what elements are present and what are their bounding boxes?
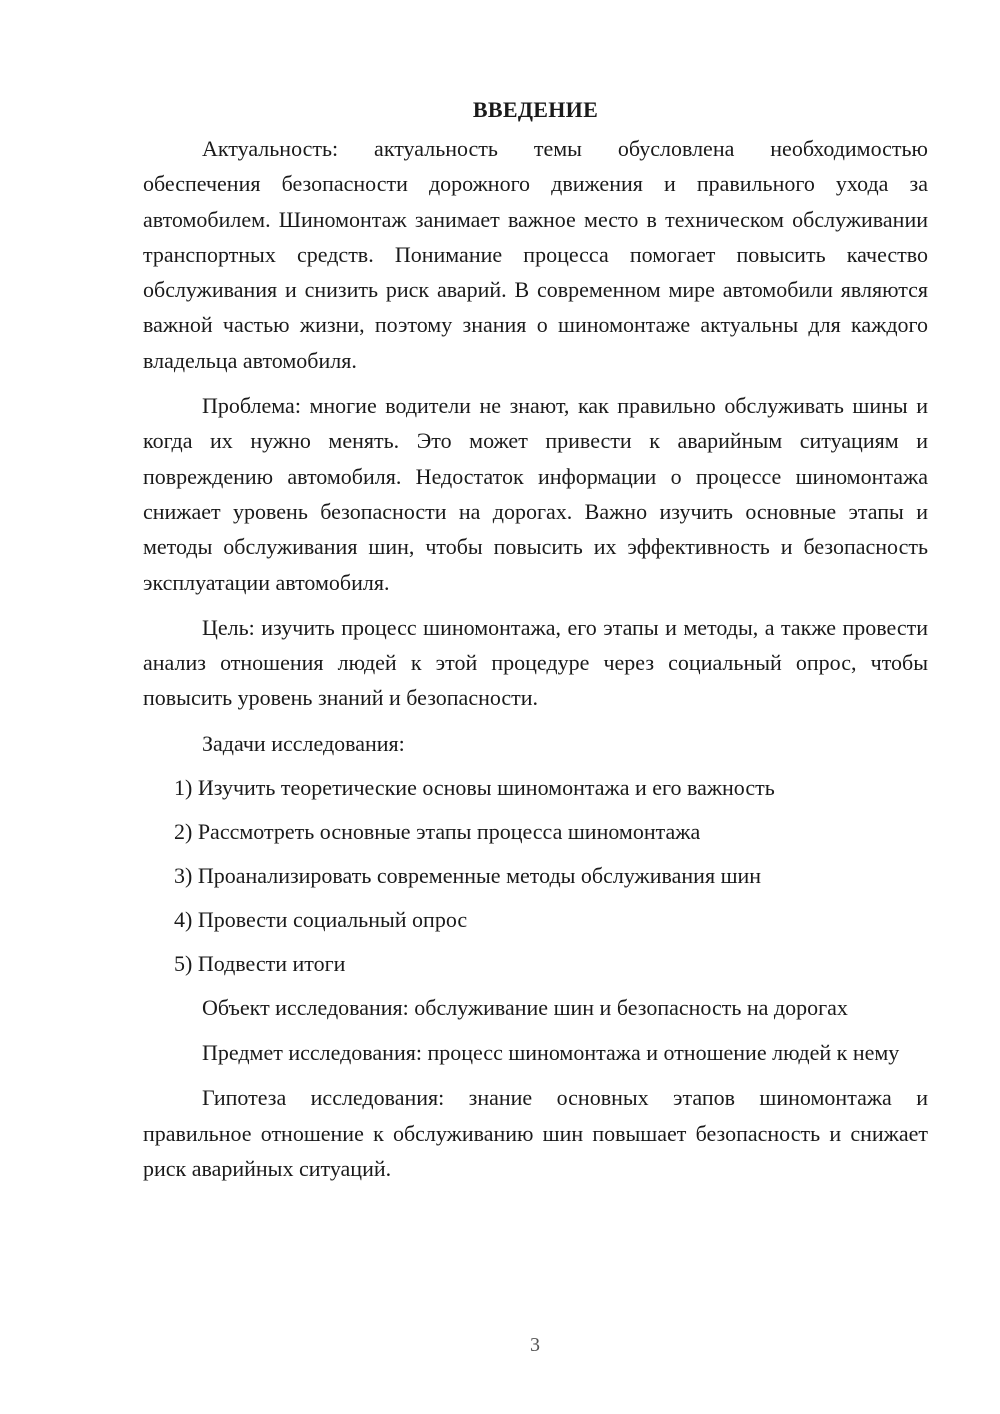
tasks-heading: Задачи исследования: <box>202 730 405 756</box>
page-number: 3 <box>530 1334 540 1356</box>
task-item: 3) Проанализировать современные методы обслуживания шин <box>174 862 762 888</box>
relevance-paragraph: Актуальность: актуальность темы обусловлена необходимостью обеспечения безопасности дорожного движения и правильного ухода за автомобилем. Шиномонтаж занимает важное место в техническом обслуживании транспортных средств. Понимание процесса помогает повысить качество обслуживания и снизить риск аварий. В современном мире автомобили являются важной частью жизни, поэтому знания о шиномонтаже актуальны для каждого владельца автомобиля. <box>143 136 928 373</box>
problem-paragraph: Проблема: многие водители не знают, как правильно обслуживать шины и когда их нужно менять. Это может привести к аварийным ситуациям и повреждению автомобиля. Недостаток информации о процессе шиномонтажа снижает уровень безопасности на дорогах. Важно изучить основные этапы и методы обслуживания шин, чтобы повысить их эффективность и безопасность эксплуатации автомобиля. <box>143 393 928 595</box>
document-page <box>143 92 928 1186</box>
hypothesis-paragraph: Гипотеза исследования: знание основных этапов шиномонтажа и правильное отношение к обслуживанию шин повышает безопасность и снижает риск аварийных ситуаций. <box>143 1085 928 1181</box>
tasks-list <box>143 770 928 981</box>
page-title: ВВЕДЕНИЕ <box>472 97 599 122</box>
object-paragraph: Объект исследования: обслуживание шин и безопасность на дорогах <box>202 994 848 1020</box>
goal-paragraph: Цель: изучить процесс шиномонтажа, его этапы и методы, а также провести анализ отношения людей к этой процедуре через социальный опрос, чтобы повысить уровень знаний и безопасности. <box>143 614 928 711</box>
task-item: 2) Рассмотреть основные этапы процесса шиномонтажа <box>174 818 701 844</box>
task-item: 4) Провести социальный опрос <box>174 906 468 932</box>
task-item: 1) Изучить теоретические основы шиномонтажа и его важность <box>174 774 775 800</box>
subject-paragraph: Предмет исследования: процесс шиномонтажа и отношение людей к нему <box>202 1040 900 1066</box>
task-item: 5) Подвести итоги <box>174 950 346 976</box>
